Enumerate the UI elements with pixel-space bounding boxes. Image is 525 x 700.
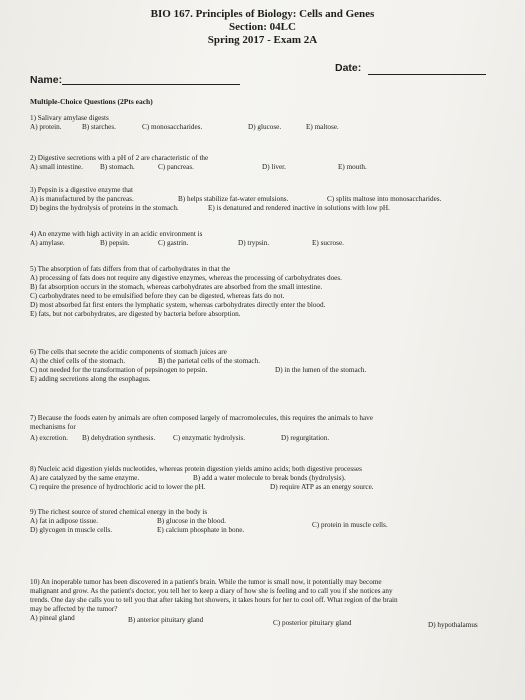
q10-option-d: D) hypothalamus (428, 621, 478, 629)
q4-option-b: B) pepsin. (100, 239, 130, 247)
q1-option-c: C) monosaccharides. (142, 123, 203, 131)
q1-option-e: E) maltose. (306, 123, 339, 131)
q2-option-c: C) pancreas. (158, 163, 194, 171)
q7-option-d: D) regurgitation. (281, 434, 330, 442)
q4-option-c: C) gastrin. (158, 239, 189, 247)
q5-option-a: A) processing of fats does not require any digestive enzymes, whereas the processing of carbohydrates does. (30, 274, 342, 282)
q2-option-a: A) small intestine. (30, 163, 83, 171)
q6-option-b: B) the parietal cells of the stomach. (158, 357, 260, 365)
q9-option-b: B) glucose in the blood. (157, 517, 226, 525)
q8-option-c: C) require the presence of hydrochloric acid to lower the pH. (30, 483, 206, 491)
q6-option-e: E) adding secretions along the esophagus. (30, 375, 151, 383)
question-7 (30, 414, 510, 443)
exam-title: Spring 2017 - Exam 2A (207, 34, 318, 46)
q10-option-c: C) posterior pituitary gland (273, 619, 352, 627)
question-3 (30, 186, 510, 213)
question-5-stem: 5) The absorption of fats differs from that of carbohydrates in that the (30, 265, 231, 273)
question-9 (30, 508, 510, 535)
course-title: BIO 167. Principles of Biology: Cells and Genes (150, 8, 375, 20)
question-7-stem-1: 7) Because the foods eaten by animals are often composed largely of macromolecules, this requires the animals to have (30, 414, 373, 422)
q5-option-e: E) fats, but not carbohydrates, are digested by bacteria before absorption. (30, 310, 241, 318)
q3-option-e: E) is denatured and rendered inactive in solutions with low pH. (208, 204, 390, 212)
question-2-stem: 2) Digestive secretions with a pH of 2 are characteristic of the (30, 154, 209, 162)
q10-option-a: A) pineal gland (30, 614, 75, 622)
question-4 (30, 230, 510, 248)
q3-option-b: B) helps stabilize fat-water emulsions. (178, 195, 289, 203)
q8-option-d: D) require ATP as an energy source. (270, 483, 374, 491)
q9-option-a: A) fat in adipose tissue. (30, 517, 99, 525)
q9-option-d: D) glycogen in muscle cells. (30, 526, 113, 534)
q10-option-b: B) anterior pituitary gland (128, 616, 204, 624)
name-label: Name: (30, 74, 63, 86)
date-label: Date: (335, 62, 362, 74)
question-10-stem-1: 10) An inoperable tumor has been discovered in a patient's brain. While the tumor is small now, it potentially may become (30, 578, 382, 586)
question-3-stem: 3) Pepsin is a digestive enzyme that (30, 186, 133, 194)
q9-option-e: E) calcium phosphate in bone. (157, 526, 245, 534)
q2-option-b: B) stomach. (100, 163, 135, 171)
question-1 (30, 114, 510, 132)
q2-option-d: D) liver. (262, 163, 286, 171)
question-10-stem-3: trends. One day she calls you to tell you that after taking hot showers, it takes hours for her to cool off. What region of the brain (30, 596, 398, 604)
q3-option-d: D) begins the hydrolysis of proteins in the stomach. (30, 204, 179, 212)
question-7-stem-2: mechanisms for (30, 423, 76, 431)
q9-option-c: C) protein in muscle cells. (312, 521, 388, 529)
q4-option-e: E) sucrose. (312, 239, 344, 247)
q7-option-c: C) enzymatic hydrolysis. (173, 434, 246, 442)
q5-option-d: D) most absorbed fat first enters the lymphatic system, whereas carbohydrates directly enter the blood. (30, 301, 326, 309)
question-6 (30, 348, 510, 384)
q5-option-b: B) fat absorption occurs in the stomach, whereas carbohydrates are absorbed from the small intestine. (30, 283, 323, 291)
q1-option-a: A) protein. (30, 123, 62, 131)
question-6-stem: 6) The cells that secrete the acidic components of stomach juices are (30, 348, 227, 356)
q6-option-a: A) the chief cells of the stomach. (30, 357, 126, 365)
question-1-stem: 1) Salivary amylase digests (30, 114, 109, 122)
date-line[interactable] (368, 74, 486, 75)
q6-option-d: D) in the lumen of the stomach. (275, 366, 367, 374)
q4-option-d: D) trypsin. (238, 239, 270, 247)
name-line[interactable] (62, 84, 240, 85)
question-10-stem-4: may be affected by the tumor? (30, 605, 118, 613)
question-10-stem-2: malignant and grow. As the patient's doctor, you tell her to keep a diary of how she is feeling and to call you if she notices any (30, 587, 393, 595)
question-4-stem: 4) An enzyme with high activity in an acidic environment is (30, 230, 203, 238)
q3-option-a: A) is manufactured by the pancreas. (30, 195, 134, 203)
q4-option-a: A) amylase. (30, 239, 65, 247)
question-8 (30, 465, 510, 492)
q1-option-b: B) starches. (82, 123, 116, 131)
section-label: Section: 04LC (229, 21, 296, 33)
q8-option-b: B) add a water molecule to break bonds (hydrolysis). (193, 474, 346, 482)
section-title: Multiple-Choice Questions (2Pts each) (30, 97, 153, 106)
q3-option-c: C) splits maltose into monosaccharides. (327, 195, 442, 203)
q6-option-c: C) not needed for the transformation of pepsinogen to pepsin. (30, 366, 208, 374)
q1-option-d: D) glucose. (248, 123, 282, 131)
q7-option-a: A) excretion. (30, 434, 68, 442)
question-10 (30, 578, 510, 629)
q5-option-c: C) carbohydrates need to be emulsified before they can be digested, whereas fats do not. (30, 292, 285, 300)
question-9-stem: 9) The richest source of stored chemical energy in the body is (30, 508, 208, 516)
question-5 (30, 265, 510, 319)
q8-option-a: A) are catalyzed by the same enzyme. (30, 474, 140, 482)
q2-option-e: E) mouth. (338, 163, 367, 171)
question-2 (30, 154, 510, 172)
question-8-stem: 8) Nucleic acid digestion yields nucleotides, whereas protein digestion yields amino acids; both digestive processes (30, 465, 362, 473)
q7-option-b: B) dehydration synthesis. (82, 434, 156, 442)
